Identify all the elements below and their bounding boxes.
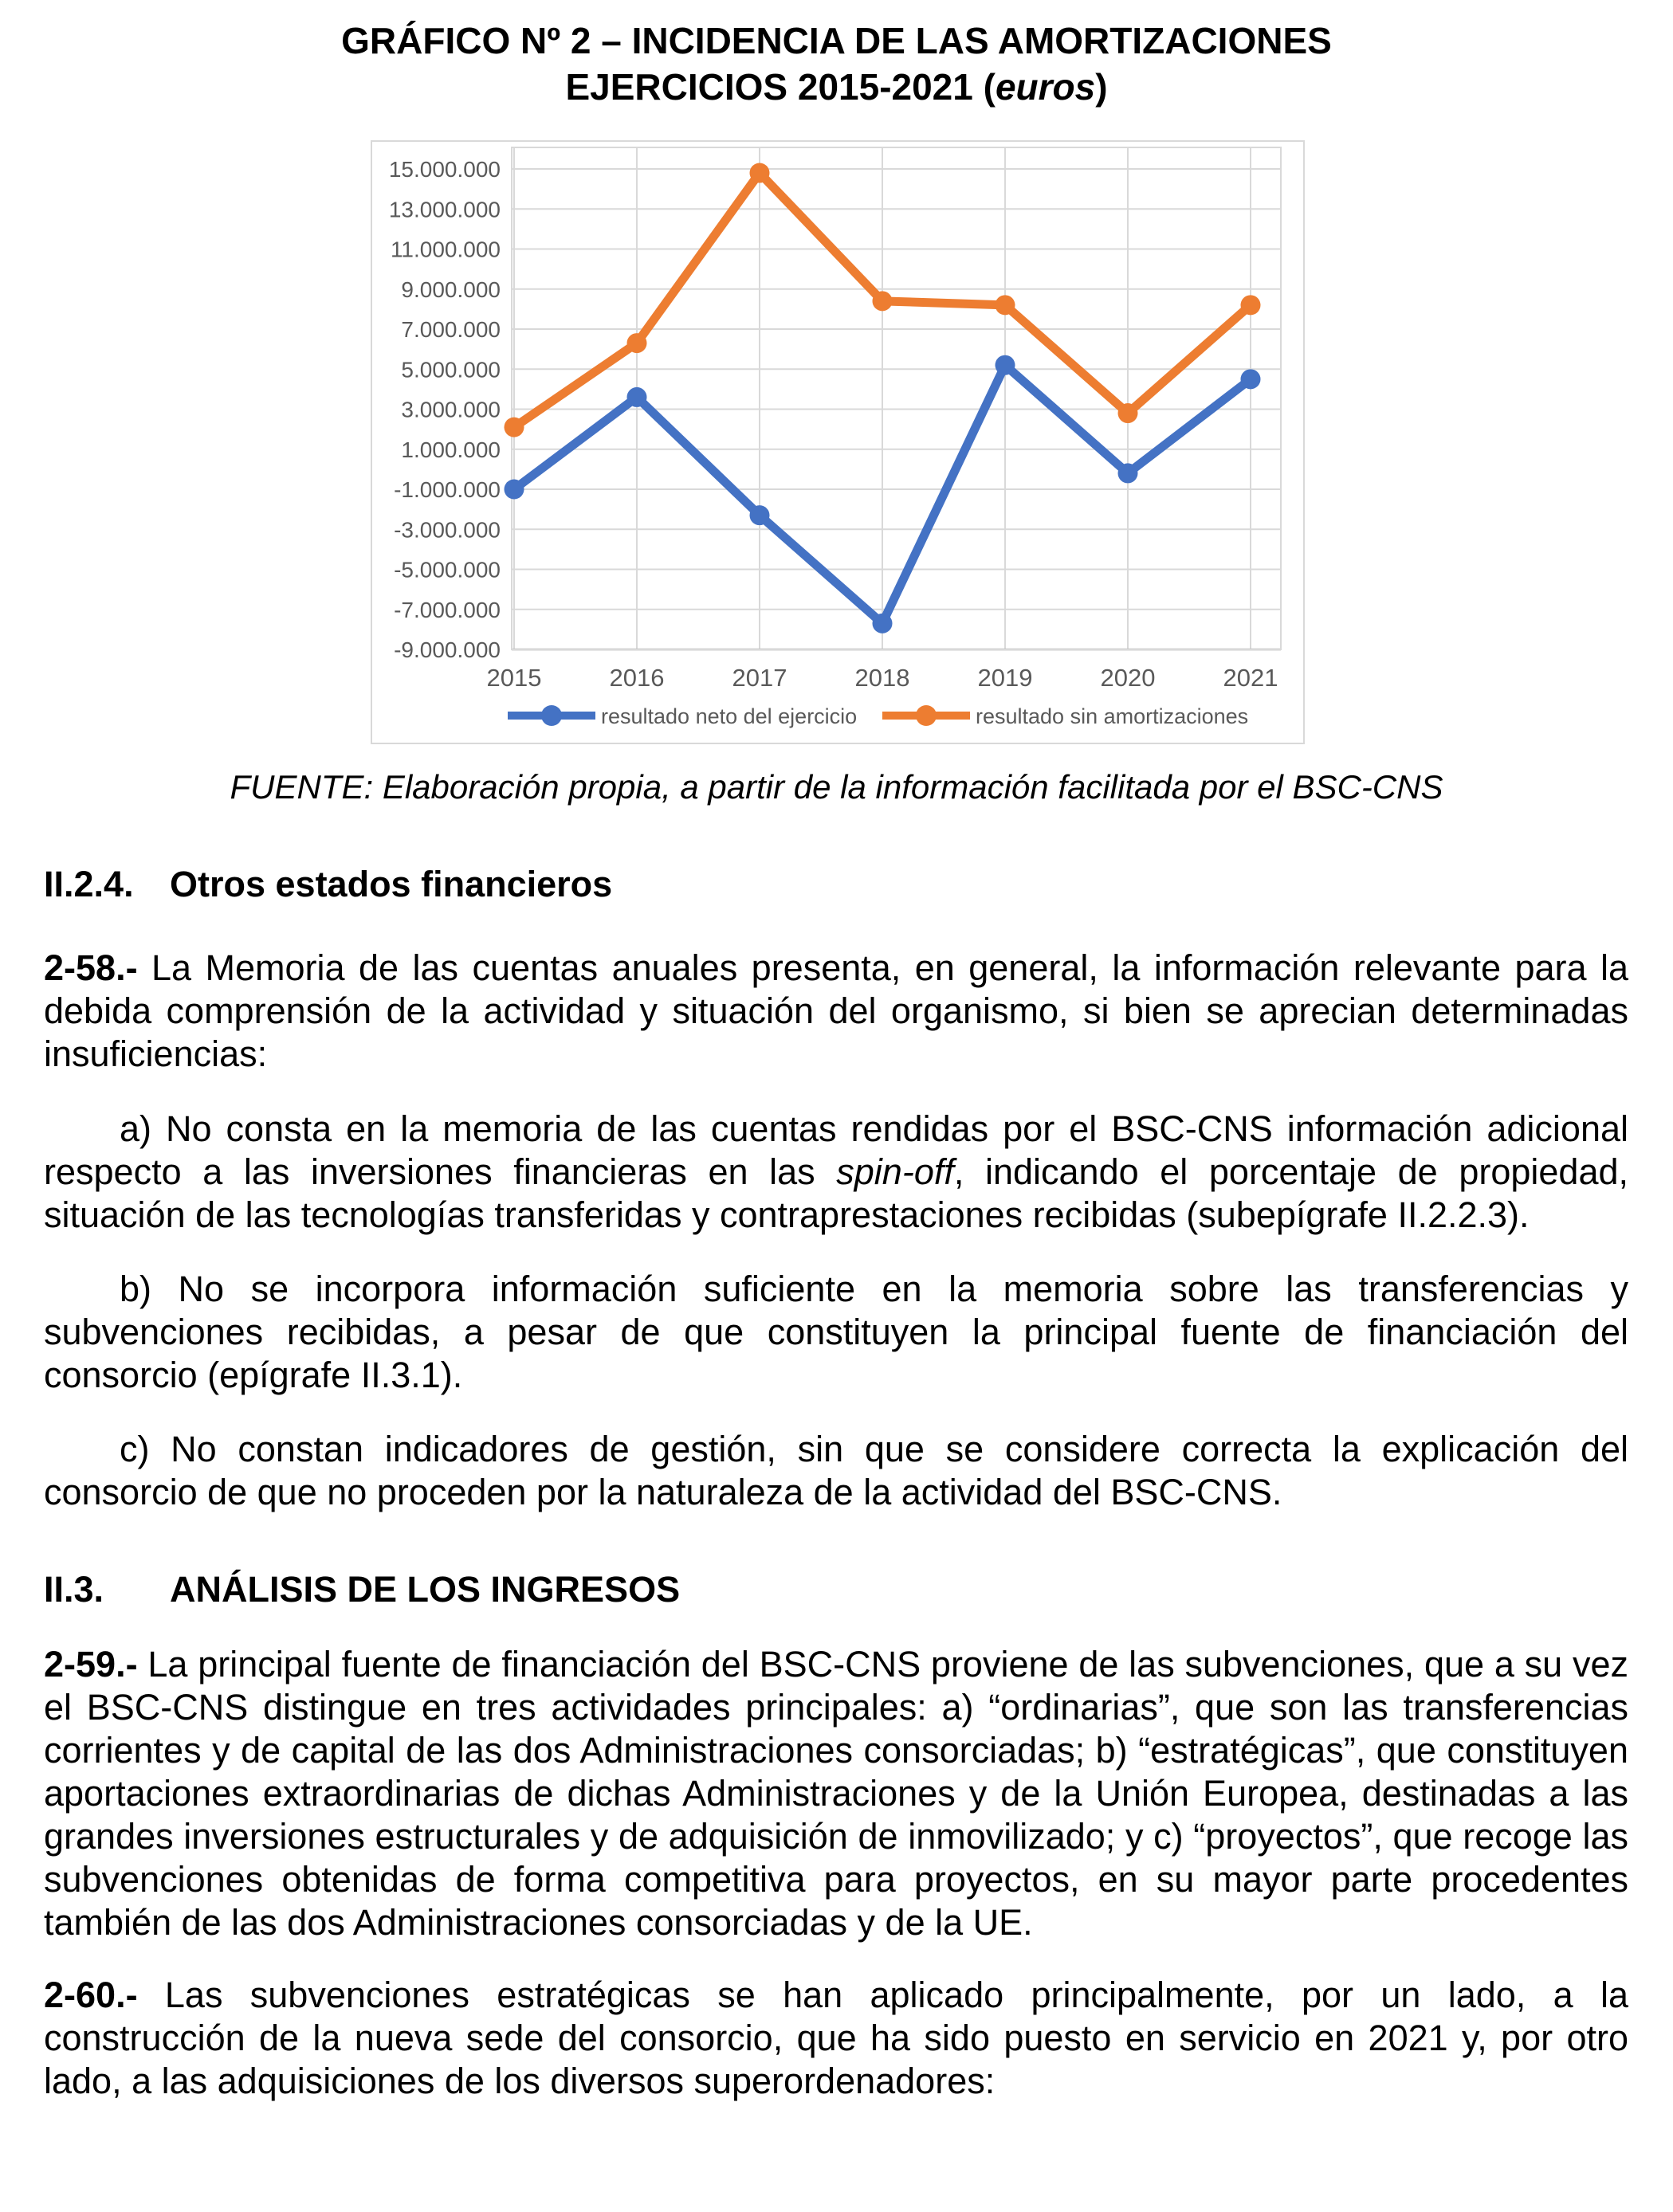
paragraph-number: 2-58.-	[44, 947, 138, 988]
paragraph-number: 2-60.-	[44, 1975, 138, 2015]
y-axis-tick-label: 3.000.000	[401, 397, 501, 422]
y-axis-tick-label: 11.000.000	[390, 237, 501, 262]
data-point	[627, 333, 647, 353]
legend-marker-dot	[916, 705, 937, 726]
data-point	[505, 480, 524, 500]
data-point	[750, 163, 770, 183]
data-point	[750, 505, 770, 525]
source-note: FUENTE: Elaboración propia, a partir de la información facilitada por el BSC-CNS	[230, 768, 1443, 806]
y-axis-tick-label: -7.000.000	[394, 597, 501, 622]
data-point	[996, 295, 1015, 315]
section-heading-II-3	[44, 1568, 1630, 1611]
y-axis-tick-label: -5.000.000	[394, 557, 501, 582]
x-axis-tick-label: 2018	[854, 664, 910, 692]
spin-off-italic: spin-off	[836, 1151, 954, 1192]
paragraph-text: La Memoria de las cuentas anuales presenta, en general, la información relevante para la debida comprensión de la actividad y situación del organismo, si bien se aprecian determinadas insuficiencias:	[44, 947, 1628, 1074]
paragraph-text: c) No constan indicadores de gestión, sin que se considere correcta la explicación del consorcio de que no proceden por la naturaleza de la actividad del BSC-CNS.	[44, 1429, 1628, 1512]
paragraph-2-58	[44, 947, 1628, 1076]
legend-marker-dot	[541, 705, 562, 726]
y-axis-tick-label: 15.000.000	[388, 157, 501, 182]
data-point	[873, 291, 893, 311]
data-point	[627, 387, 647, 407]
data-point	[873, 614, 893, 633]
section-title: Otros estados financieros	[170, 864, 613, 904]
data-point	[1241, 369, 1261, 389]
legend-entry	[882, 704, 1248, 728]
paragraph-text: Las subvenciones estratégicas se han aplicado principalmente, por un lado, a la construcción de la nueva sede del consorcio, que ha sido puesto en servicio en 2021 y, por otro lado, a las adquisiciones de los diversos superordenadores:	[44, 1975, 1628, 2101]
paragraph-text: a) No consta en la memoria de las cuentas rendidas por el BSC-CNS información adicional respecto a las inversiones financieras en las	[44, 1108, 1628, 1192]
paragraph-number: 2-59.-	[44, 1644, 138, 1684]
section-title: ANÁLISIS DE LOS INGRESOS	[170, 1569, 681, 1610]
chart-canvas	[372, 142, 1303, 743]
paragraph-2-59	[44, 1643, 1628, 1944]
data-point	[1118, 463, 1138, 483]
legend-entry	[508, 704, 857, 728]
paragraph-item-a	[44, 1108, 1628, 1237]
x-axis-tick-label: 2015	[486, 664, 542, 692]
data-point	[1241, 295, 1261, 315]
x-axis-tick-label: 2019	[977, 664, 1033, 692]
y-axis-tick-label: 1.000.000	[401, 437, 501, 462]
y-axis-tick-label: 7.000.000	[401, 317, 501, 342]
paragraph-text: b) No se incorpora información suficiente en la memoria sobre las transferencias y subvenciones recibidas, a pesar de que constituyen la principal fuente de financiación del consorcio (epígrafe II.3.1).	[44, 1269, 1628, 1395]
paragraph-item-c	[44, 1428, 1628, 1514]
section-number: II.2.4.	[44, 864, 134, 904]
paragraph-item-b	[44, 1268, 1628, 1397]
paragraph-text: , indicando el porcentaje de propiedad, situación de las tecnologías transferidas y contraprestaciones recibidas (subepígrafe II.2.2.3).	[44, 1151, 1628, 1235]
legend-label: resultado neto del ejercicio	[601, 704, 858, 728]
y-axis-tick-label: 13.000.000	[388, 197, 501, 222]
line-chart	[371, 140, 1305, 744]
x-axis-tick-label: 2017	[732, 664, 787, 692]
y-axis-tick-label: -1.000.000	[394, 477, 501, 502]
data-point	[1118, 403, 1138, 423]
x-axis-tick-label: 2020	[1100, 664, 1156, 692]
data-point	[996, 355, 1015, 375]
y-axis-tick-label: 5.000.000	[401, 357, 501, 382]
chart-title	[0, 18, 1673, 110]
chart-title-line1: GRÁFICO Nº 2 – INCIDENCIA DE LAS AMORTIZACIONES	[341, 20, 1332, 61]
y-axis-tick-label: -9.000.000	[394, 637, 501, 662]
chart-title-euros: euros	[995, 66, 1096, 108]
section-number: II.3.	[44, 1569, 104, 1610]
y-axis-tick-label: -3.000.000	[394, 517, 501, 543]
x-axis-tick-label: 2021	[1223, 664, 1278, 692]
data-point	[505, 418, 524, 437]
legend-label: resultado sin amortizaciones	[976, 704, 1249, 728]
chart-title-line2: EJERCICIOS 2015-2021 (euros)	[565, 66, 1108, 108]
section-heading-II-2-4	[44, 863, 1630, 906]
paragraph-text: La principal fuente de financiación del BSC-CNS proviene de las subvenciones, que a su vez el BSC-CNS distingue en tres actividades principales: a) “ordinarias”, que son las transferencias corrientes y de capital de las dos Administraciones consorciadas; b) “estratégicas”, que constituyen aportaciones extraordinarias de dichas Administraciones y de la Unión Europea, destinadas a las grandes inversiones estructurales y de adquisición de inmovilizado; y c) “proyectos”, que recoge las subvenciones obtenidas de forma competitiva para proyectos, en su mayor parte procedentes también de las dos Administraciones consorciadas y de la UE.	[44, 1644, 1628, 1943]
y-axis-tick-label: 9.000.000	[401, 276, 501, 302]
x-axis-tick-label: 2016	[609, 664, 665, 692]
paragraph-2-60	[44, 1974, 1628, 2103]
